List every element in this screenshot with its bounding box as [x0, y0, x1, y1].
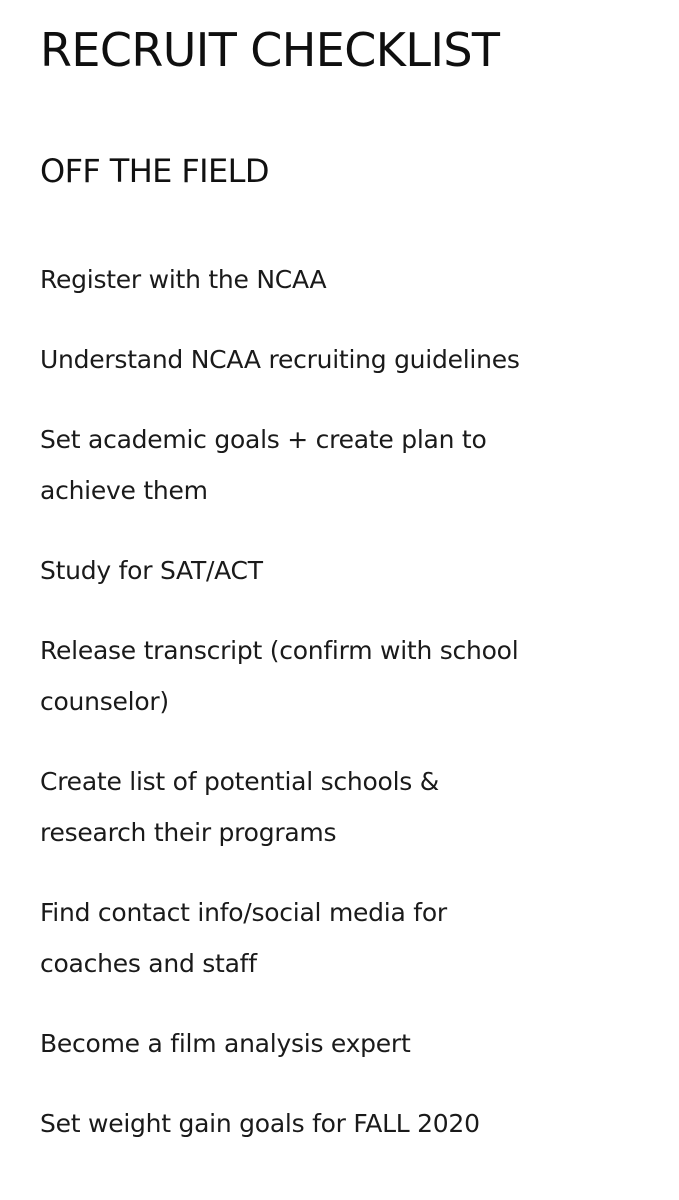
list-item-text: Release transcript (confirm with school [40, 636, 519, 665]
list-item-text: Understand NCAA recruiting guidelines [40, 345, 520, 374]
list-item [40, 334, 640, 385]
list-item-text: Find contact info/social media for [40, 898, 447, 927]
list-item-text: Create list of potential schools & [40, 767, 439, 796]
list-item [40, 414, 640, 516]
list-item-text: Study for SAT/ACT [40, 556, 263, 585]
list-item [40, 887, 640, 989]
list-item-text: Set weight gain goals for FALL 2020 [40, 1109, 480, 1138]
list-item-text: achieve them [40, 476, 208, 505]
list-item [40, 756, 640, 858]
list-item [40, 625, 640, 727]
list-item [40, 545, 640, 596]
list-item [40, 1098, 640, 1149]
list-item-text: counselor) [40, 687, 169, 716]
list-item-text: research their programs [40, 818, 337, 847]
list-item-text: Register with the NCAA [40, 265, 327, 294]
list-item [40, 1018, 640, 1069]
page-title: RECRUIT CHECKLIST [40, 23, 500, 77]
checklist [40, 254, 640, 1178]
list-item-text: Set academic goals + create plan to [40, 425, 487, 454]
list-item [40, 254, 640, 305]
section-heading: OFF THE FIELD [40, 152, 269, 190]
list-item-text: coaches and staff [40, 949, 257, 978]
list-item-text: Become a film analysis expert [40, 1029, 411, 1058]
